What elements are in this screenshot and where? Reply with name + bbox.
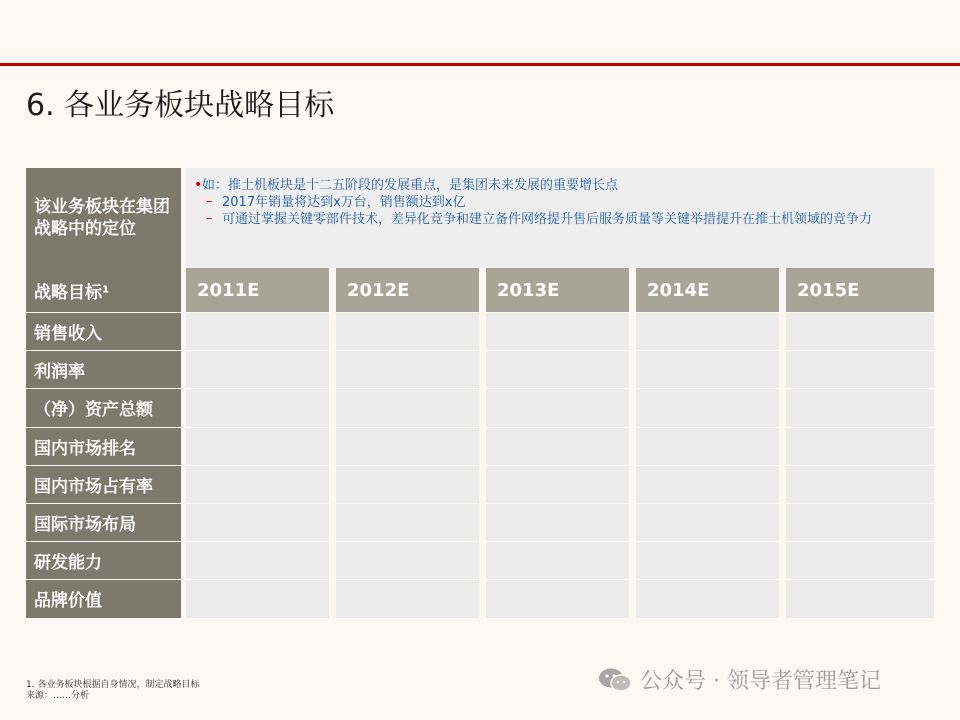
table-cell[interactable] [786, 542, 934, 579]
strategy-table [26, 168, 934, 618]
wechat-icon [598, 667, 632, 693]
table-cell[interactable] [336, 351, 479, 388]
year-header: 2011E [186, 268, 329, 312]
table-cell[interactable] [636, 542, 779, 579]
table-cell[interactable] [486, 351, 629, 388]
row-label: （净）资产总额 [26, 389, 181, 426]
year-header: 2015E [786, 268, 934, 312]
row-label: 销售收入 [26, 313, 181, 350]
table-cell[interactable] [636, 580, 779, 617]
dash-icon: – [206, 194, 213, 209]
page-title: 6. 各业务板块战略目标 [26, 88, 335, 123]
table-cell[interactable] [786, 428, 934, 465]
table-cell[interactable] [636, 313, 779, 350]
footnote-line: 1. 各业务板块根据自身情况，制定战略目标 [26, 680, 200, 690]
table-cell[interactable] [486, 466, 629, 503]
table-cell[interactable] [786, 580, 934, 617]
table-cell[interactable] [636, 389, 779, 426]
table-cell[interactable] [186, 542, 329, 579]
table-cell[interactable] [186, 389, 329, 426]
positioning-description [186, 168, 934, 268]
year-header: 2014E [636, 268, 779, 312]
row-label: 品牌价值 [26, 580, 181, 617]
row-label: 国际市场布局 [26, 504, 181, 541]
table-cell[interactable] [786, 504, 934, 541]
table-cell[interactable] [486, 313, 629, 350]
description-sub-text: 可通过掌握关键零部件技术，差异化竞争和建立备件网络提升售后服务质量等关键举措提升在推土机领域的竞争力 [222, 212, 873, 227]
table-cell[interactable] [336, 542, 479, 579]
table-cell[interactable] [336, 313, 479, 350]
description-sub-2 [194, 211, 934, 228]
table-cell[interactable] [336, 389, 479, 426]
description-bullet [194, 177, 934, 194]
table-cell[interactable] [186, 313, 329, 350]
year-header: 2013E [486, 268, 629, 312]
row-label: 国内市场排名 [26, 428, 181, 465]
bullet-dot-icon: • [194, 177, 203, 193]
dash-icon: – [206, 211, 213, 226]
table-cell[interactable] [186, 504, 329, 541]
footnote-source: 来源：……分析 [26, 691, 90, 701]
table-cell[interactable] [186, 580, 329, 617]
footnote [26, 680, 199, 702]
positioning-label: 该业务板块在集团战略中的定位 [26, 168, 181, 268]
table-cell[interactable] [636, 428, 779, 465]
table-cell[interactable] [636, 504, 779, 541]
row-label: 利润率 [26, 351, 181, 388]
row-label: 研发能力 [26, 542, 181, 579]
table-cell[interactable] [636, 466, 779, 503]
table-cell[interactable] [786, 313, 934, 350]
description-sub-1 [194, 194, 934, 211]
table-cell[interactable] [786, 466, 934, 503]
goal-label: 战略目标¹ [26, 268, 181, 312]
watermark [598, 664, 881, 695]
table-cell[interactable] [336, 428, 479, 465]
table-cell[interactable] [186, 466, 329, 503]
year-header: 2012E [336, 268, 479, 312]
table-cell[interactable] [336, 580, 479, 617]
table-cell[interactable] [486, 504, 629, 541]
table-cell[interactable] [336, 504, 479, 541]
table-cell[interactable] [486, 389, 629, 426]
table-cell[interactable] [786, 389, 934, 426]
table-cell[interactable] [486, 542, 629, 579]
table-cell[interactable] [486, 428, 629, 465]
watermark-text: 公众号 · 领导者管理笔记 [640, 669, 881, 694]
description-sub-text: 2017年销量将达到x万台，销售额达到x亿 [222, 195, 466, 210]
table-cell[interactable] [186, 351, 329, 388]
table-cell[interactable] [636, 351, 779, 388]
table-cell[interactable] [786, 351, 934, 388]
table-cell[interactable] [486, 580, 629, 617]
description-bullet-text: 如：推土机板块是十二五阶段的发展重点，是集团未来发展的重要增长点 [202, 178, 619, 193]
row-label: 国内市场占有率 [26, 466, 181, 503]
top-rule [0, 63, 960, 66]
table-cell[interactable] [186, 428, 329, 465]
table-cell[interactable] [336, 466, 479, 503]
